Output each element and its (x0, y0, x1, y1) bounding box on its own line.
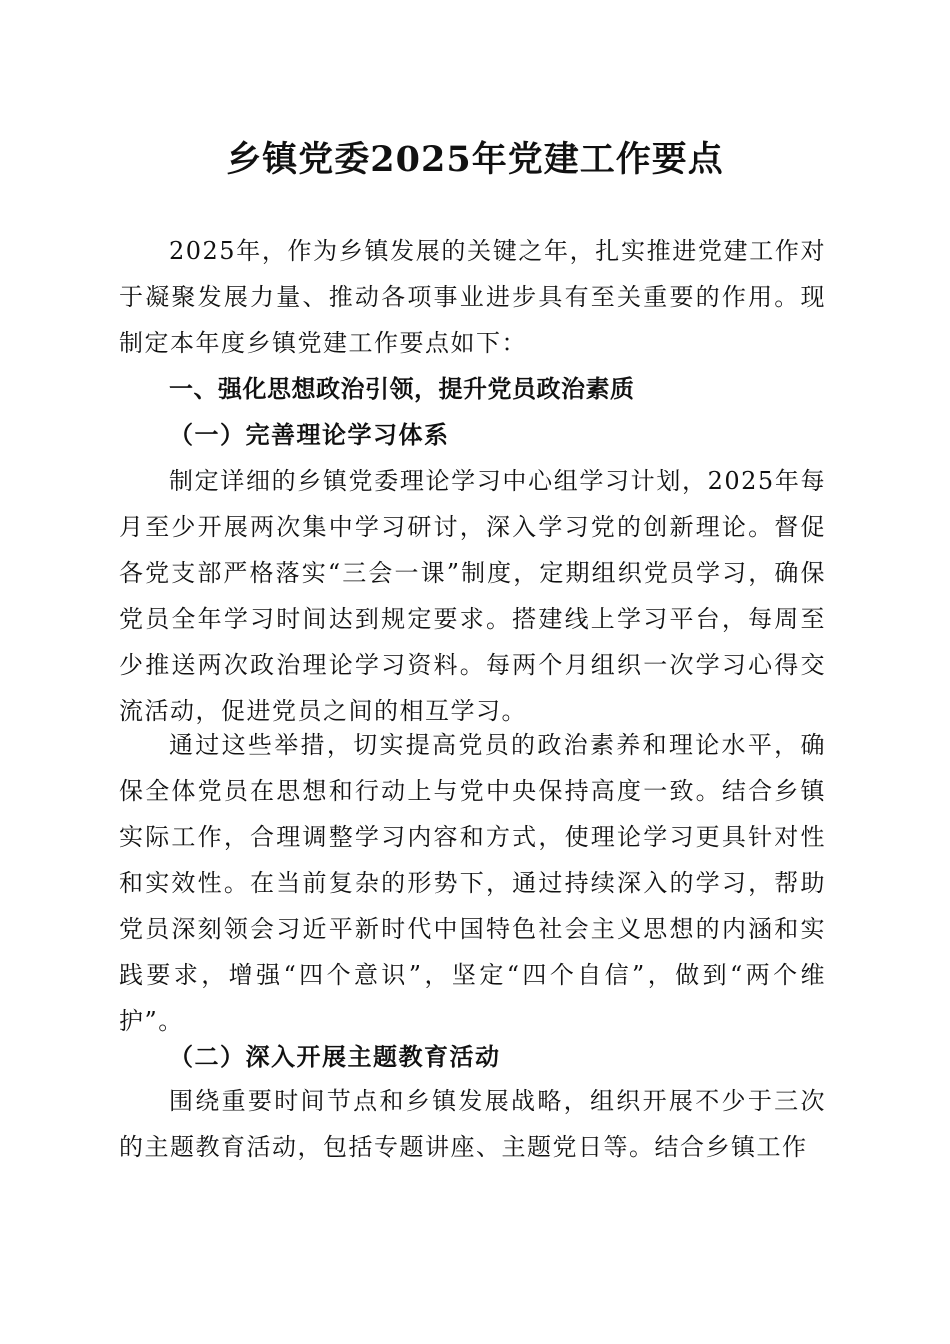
subsection-1-paragraph-1: 制定详细的乡镇党委理论学习中心组学习计划，2025年每月至少开展两次集中学习研讨，深入学习党的创新理论。督促各党支部严格落实“三会一课”制度，定期组织党员学习，确保党员全年学习时间达到规定要求。搭建线上学习平台，每周至少推送两次政治理论学习资料。每两个月组织一次学习心得交流活动，促进党员之间的相互学习。 (119, 467, 826, 725)
document-title: 乡镇党委2025年党建工作要点 (226, 139, 724, 180)
subsection-1-paragraph-2: 通过这些举措，切实提高党员的政治素养和理论水平，确保全体党员在思想和行动上与党中央保持高度一致。结合乡镇实际工作，合理调整学习内容和方式，使理论学习更具针对性和实效性。在当前复杂的形势下，通过持续深入的学习，帮助党员深刻领会习近平新时代中国特色社会主义思想的内涵和实践要求，增强“四个意识”，坚定“四个自信”，做到“两个维护”。 (119, 731, 826, 1035)
subsection-2-paragraph-1: 围绕重要时间节点和乡镇发展战略，组织开展不少于三次的主题教育活动，包括专题讲座、主题党日等。结合乡镇工作 (119, 1087, 826, 1161)
subsection-2-heading: （二）深入开展主题教育活动 (169, 1042, 501, 1071)
subsection-1-heading: （一）完善理论学习体系 (169, 420, 450, 449)
section-1-heading: 一、强化思想政治引领，提升党员政治素质 (169, 375, 635, 403)
intro-paragraph: 2025年，作为乡镇发展的关键之年，扎实推进党建工作对于凝聚发展力量、推动各项事业进步具有至关重要的作用。现制定本年度乡镇党建工作要点如下： (119, 237, 826, 357)
